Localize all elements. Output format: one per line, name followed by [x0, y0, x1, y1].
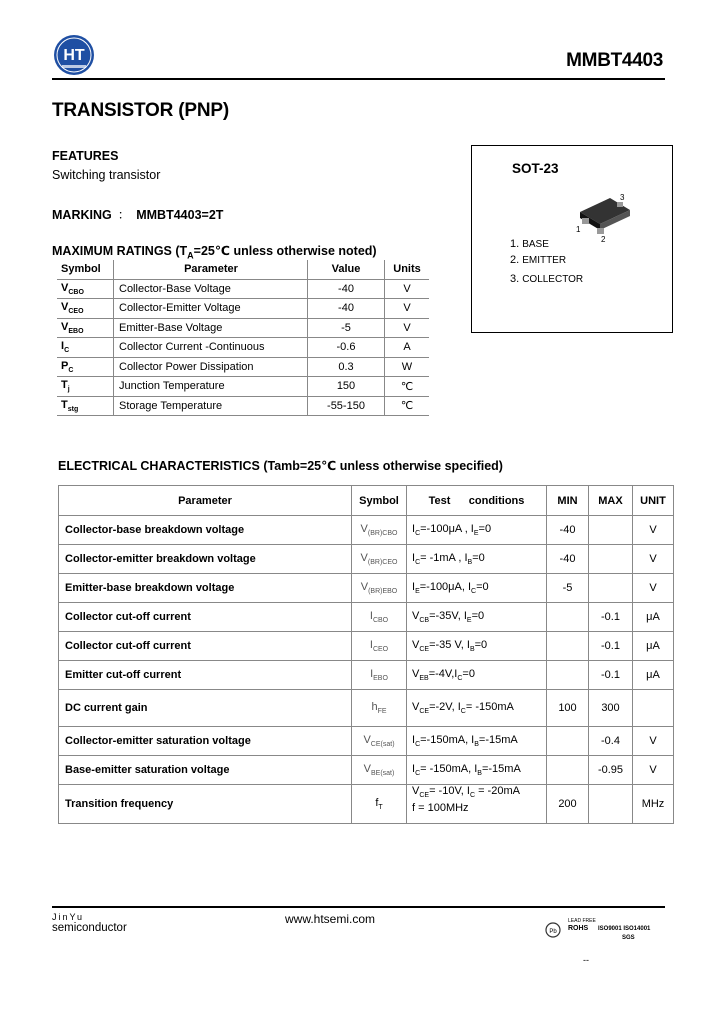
sot23-package-icon: [572, 190, 642, 246]
min-cell: [547, 603, 589, 632]
col-unit: UNIT: [633, 486, 674, 516]
condition-cell: $V_{CB}=-35V$, $I_E=0$: [407, 603, 547, 632]
footer-rule: [52, 906, 665, 908]
value-cell: -55-150: [308, 396, 385, 416]
parameter-cell: Junction Temperature: [114, 377, 308, 397]
min-cell: -5: [547, 574, 589, 603]
max-cell: [589, 516, 633, 545]
value-cell: -40: [308, 299, 385, 319]
unit-cell: V: [633, 516, 674, 545]
footer-brand: JinYu: [52, 912, 85, 922]
unit-cell: μA: [633, 603, 674, 632]
min-cell: [547, 632, 589, 661]
cert-rohs: ROHS: [568, 925, 589, 932]
table-row: [59, 574, 674, 603]
features-text: Switching transistor: [52, 168, 161, 182]
condition-cell: $V_{CE}=-35$ V, $I_B=0$: [407, 632, 547, 661]
table-row: [59, 603, 674, 632]
param-cell: Emitter cut-off current: [59, 661, 352, 690]
param-cell: Collector-base breakdown voltage: [59, 516, 352, 545]
max-cell: -0.4: [589, 727, 633, 756]
parameter-cell: Emitter-Base Voltage: [114, 318, 308, 338]
certification-badges: [544, 914, 672, 944]
symbol-cell: $V_{CE(sat)}$: [352, 727, 407, 756]
symbol-cell: $h_{FE}$: [352, 690, 407, 727]
marking-label: MARKING: [52, 208, 112, 222]
param-cell: Base-emitter saturation voltage: [59, 756, 352, 785]
pin-3-label: 3. COLLECTOR: [510, 273, 584, 285]
parameter-cell: Collector Current -Continuous: [114, 338, 308, 358]
min-cell: -40: [547, 516, 589, 545]
condition-cell: $I_C=-150mA$, $I_B=-15mA$: [407, 727, 547, 756]
col-units: Units: [385, 260, 430, 279]
min-cell: 100: [547, 690, 589, 727]
max-cell: -0.95: [589, 756, 633, 785]
package-box: [471, 145, 673, 333]
col-max: MAX: [589, 486, 633, 516]
col-parameter: Parameter: [59, 486, 352, 516]
symbol-cell: $T_j$: [57, 377, 114, 397]
symbol-cell: $T_{stg}$: [57, 396, 114, 416]
unit-cell: V: [385, 279, 430, 299]
cert-sgs: SGS: [622, 935, 635, 941]
symbol-cell: $I_C$: [57, 338, 114, 358]
condition-cell: $I_C= -1mA$ , $I_B=0$: [407, 545, 547, 574]
col-min: MIN: [547, 486, 589, 516]
symbol-cell: $V_{BE(sat)}$: [352, 756, 407, 785]
symbol-cell: $I_{EBO}$: [352, 661, 407, 690]
param-cell: Collector cut-off current: [59, 632, 352, 661]
pin-mark-2: 2: [601, 235, 606, 244]
symbol-cell: $V_{(BR)CBO}$: [352, 516, 407, 545]
document-title: TRANSISTOR (PNP): [52, 100, 229, 121]
max-ratings-heading: MAXIMUM RATINGS ($T_A=25℃$ unless otherwise noted): [52, 244, 377, 261]
part-number: MMBT4403: [566, 50, 663, 71]
param-cell: Emitter-base breakdown voltage: [59, 574, 352, 603]
value-cell: 150: [308, 377, 385, 397]
param-cell: Collector-emitter breakdown voltage: [59, 545, 352, 574]
cert-lead-free: LEAD FREE: [568, 918, 596, 924]
parameter-cell: Collector-Base Voltage: [114, 279, 308, 299]
param-cell: DC current gain: [59, 690, 352, 727]
table-row: [59, 756, 674, 785]
condition-cell: $I_C= -150mA$, $I_B=-15mA$: [407, 756, 547, 785]
parameter-cell: Storage Temperature: [114, 396, 308, 416]
unit-cell: A: [385, 338, 430, 358]
symbol-cell: $V_{CBO}$: [57, 279, 114, 299]
condition-cell: $I_E=-100\mu A$, $I_C=0$: [407, 574, 547, 603]
symbol-cell: $f_T$: [352, 785, 407, 824]
min-cell: [547, 727, 589, 756]
table-row: [57, 338, 429, 358]
unit-cell: V: [633, 574, 674, 603]
param-cell: Collector cut-off current: [59, 603, 352, 632]
condition-cell: $I_C=-100\mu A$ , $I_E=0$: [407, 516, 547, 545]
table-row: [57, 377, 429, 397]
max-cell: -0.1: [589, 661, 633, 690]
pin-2-label: 2. EMITTER: [510, 254, 567, 266]
package-title: SOT-23: [512, 161, 559, 176]
col-parameter: Parameter: [114, 260, 308, 279]
svg-text:Pb: Pb: [549, 929, 557, 935]
company-logo: [53, 34, 95, 76]
unit-cell: V: [633, 756, 674, 785]
parameter-cell: Collector-Emitter Voltage: [114, 299, 308, 319]
table-row: [57, 299, 429, 319]
max-ratings-header-row: [57, 260, 429, 279]
max-ratings-table: [57, 260, 429, 416]
table-row: [57, 396, 429, 416]
min-cell: -40: [547, 545, 589, 574]
unit-cell: V: [633, 545, 674, 574]
table-row: [59, 661, 674, 690]
unit-cell: μA: [633, 632, 674, 661]
max-cell: [589, 785, 633, 824]
symbol-cell: $V_{CEO}$: [57, 299, 114, 319]
unit-cell: ℃: [385, 377, 430, 397]
col-symbol: Symbol: [352, 486, 407, 516]
table-row: [59, 545, 674, 574]
pin-mark-1: 1: [576, 225, 581, 234]
symbol-cell: $P_C$: [57, 357, 114, 377]
unit-cell: V: [385, 299, 430, 319]
unit-cell: MHz: [633, 785, 674, 824]
marking-line: [52, 205, 223, 223]
table-row: [59, 516, 674, 545]
value-cell: -0.6: [308, 338, 385, 358]
value-cell: -5: [308, 318, 385, 338]
marking-colon: ：: [117, 208, 131, 222]
max-cell: -0.1: [589, 603, 633, 632]
value-cell: 0.3: [308, 357, 385, 377]
symbol-cell: $I_{CBO}$: [352, 603, 407, 632]
footer-dash: --: [583, 955, 589, 965]
unit-cell: V: [633, 727, 674, 756]
symbol-cell: $I_{CEO}$: [352, 632, 407, 661]
footer-company: semiconductor: [52, 922, 127, 934]
cert-iso: ISO9001 ISO14001: [598, 926, 651, 932]
table-row: [59, 785, 674, 824]
electrical-heading: ELECTRICAL CHARACTERISTICS (Tamb=25℃ unless otherwise specified): [58, 459, 503, 473]
max-cell: [589, 545, 633, 574]
max-cell: 300: [589, 690, 633, 727]
electrical-header-row: [59, 486, 674, 516]
electrical-table: [58, 485, 674, 824]
min-cell: 200: [547, 785, 589, 824]
footer-website-link[interactable]: www.htsemi.com: [285, 912, 376, 926]
unit-cell: ℃: [385, 396, 430, 416]
table-row: [59, 690, 674, 727]
condition-cell: $V_{CE}= -10V$, $I_C = -20mA$ f = 100MHz: [407, 785, 547, 824]
value-cell: -40: [308, 279, 385, 299]
symbol-cell: $V_{EBO}$: [57, 318, 114, 338]
col-symbol: Symbol: [57, 260, 114, 279]
header-rule: [52, 78, 665, 80]
max-cell: [589, 574, 633, 603]
condition-cell: $V_{EB}=-4V,I_C=0$: [407, 661, 547, 690]
parameter-cell: Collector Power Dissipation: [114, 357, 308, 377]
pin-mark-3: 3: [620, 193, 625, 202]
symbol-cell: $V_{(BR)CEO}$: [352, 545, 407, 574]
svg-text:HT: HT: [63, 47, 85, 64]
features-heading: FEATURES: [52, 149, 119, 163]
unit-cell: V: [385, 318, 430, 338]
symbol-cell: $V_{(BR)EBO}$: [352, 574, 407, 603]
min-cell: [547, 661, 589, 690]
param-cell: Transition frequency: [59, 785, 352, 824]
table-row: [57, 279, 429, 299]
unit-cell: μA: [633, 661, 674, 690]
min-cell: [547, 756, 589, 785]
col-value: Value: [308, 260, 385, 279]
unit-cell: W: [385, 357, 430, 377]
marking-value: MMBT4403=2T: [136, 208, 224, 222]
table-row: [59, 632, 674, 661]
max-cell: -0.1: [589, 632, 633, 661]
param-cell: Collector-emitter saturation voltage: [59, 727, 352, 756]
table-row: [57, 318, 429, 338]
pin-1-label: 1. BASE: [510, 238, 549, 250]
table-row: [57, 357, 429, 377]
unit-cell: [633, 690, 674, 727]
table-row: [59, 727, 674, 756]
condition-cell: $V_{CE}=-2V$, $I_C= -150mA$: [407, 690, 547, 727]
col-test-conditions: Test conditions: [407, 486, 547, 516]
